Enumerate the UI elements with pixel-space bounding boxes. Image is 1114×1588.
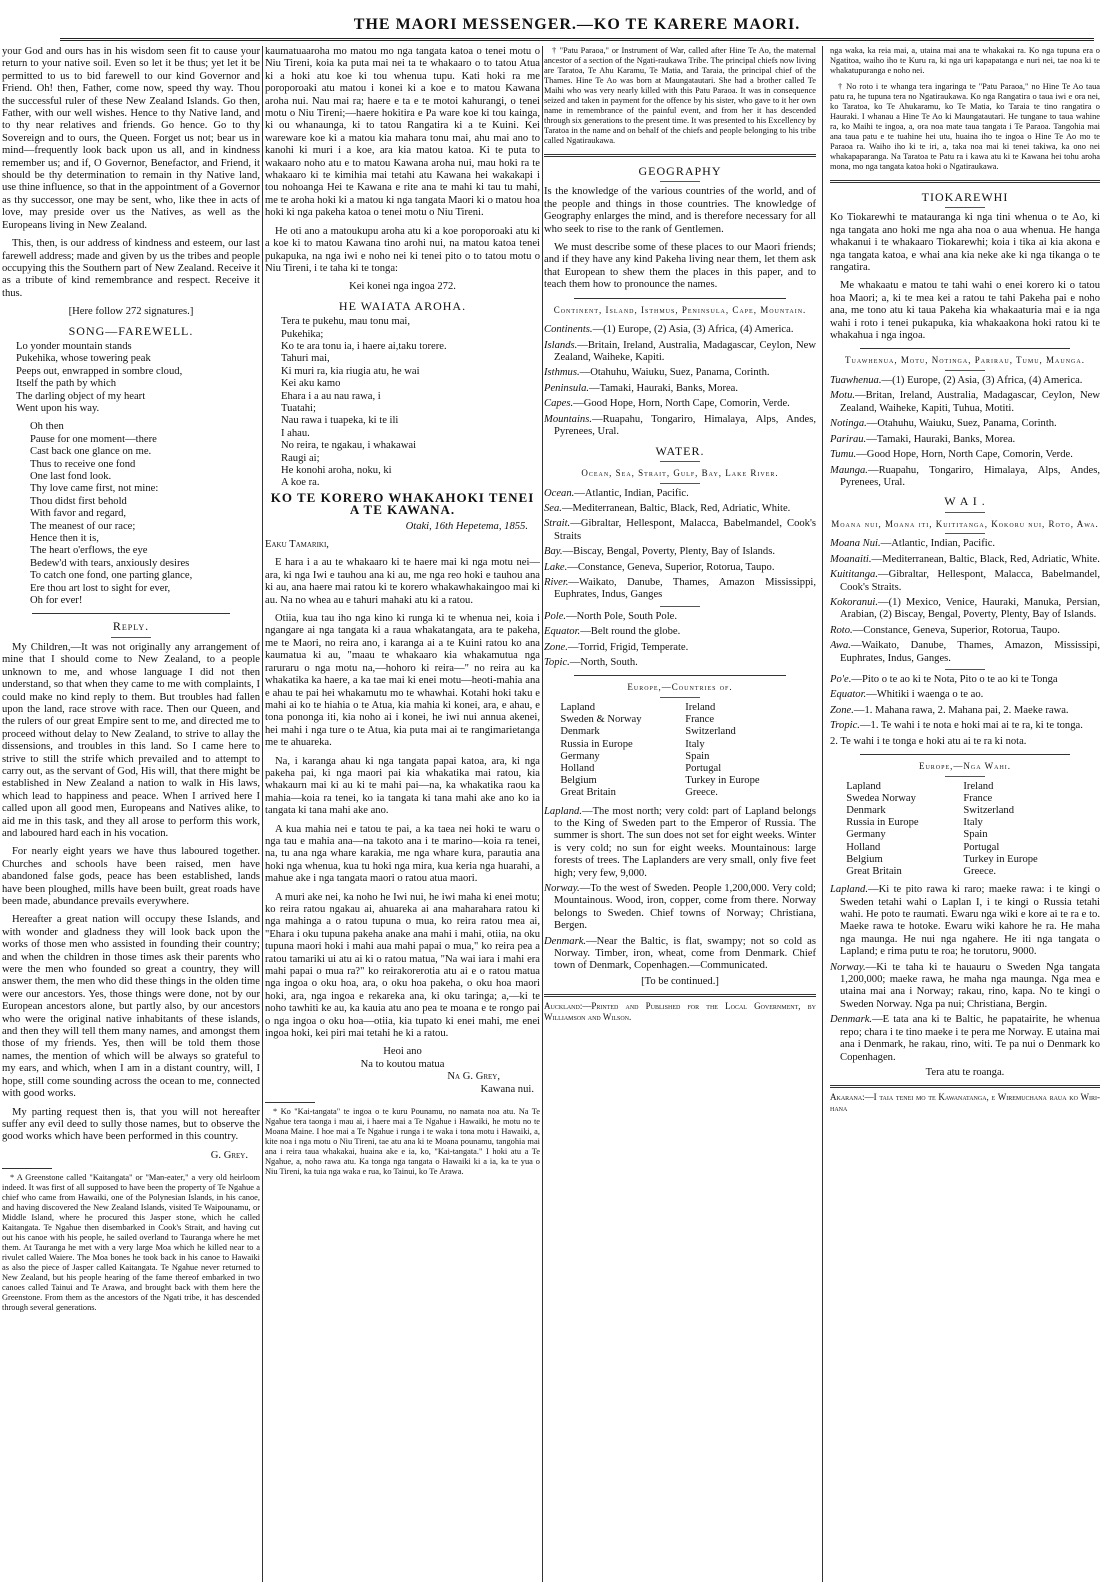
table-row: Lapland Ireland [846,780,994,792]
reply-paragraph: My Children,—It was not originally any arrangement of mine that I should come to New Zealand, to a people unknown to me, and whose language I did not then understand, so that when they came to me with complaints, I could make no kind reply to them. But troubles had fallen upon the land, race strove with race. Then our Queen, and the rulers of our great Empire sent to me, and directed me to proceed without delay to New Zealand, to strive to allay the dissensions, and troubles in this land. So I came here to strive to still the strife which prevailed and to attempt to carry out, as the servant of God, His will, that there might be established in New Zealand a nation to walk in His laws, which lead to happiness and peace. When I arrived here I called upon all good men, Europeans and Natives alike, to aid me in this task, and they all arose to perform this work, and laboured hard each in his vocation. [2,641,260,839]
water-list [544,488,816,602]
footnote: * Ko "Kai-tangata" te ingoa o te kuru Pounamu, no namata noa atu. Na Te Ngahue tera taonga i mau ai, i haere mai a Te Ngahue i Hawaiki, he motu no te Moana Maine. I hoe mai a Te Ngahue i runga i te waka i tona motu i Hawaiki, a, kite noa i nga motu o Niu Tireni, tae atu ana ki te Moana pounamu, tangohia mai ana i reira taua whakakai, huaina ake e ia, ko, "Kai-tangata." I hoki atu a Te Ngahue, a, noho rawa atu. Ka tonga nga tangata o Hawaiki ki a ia, ka te yua o Niu Tireni, ka tuia nga waka e rua, ko Tainui, ko Te Arawa. [265,1107,540,1177]
definition-item: Tumu.—Good Hope, Horn, North Cape, Comorin, Verde. [830,449,1073,461]
divider [945,207,985,208]
definition-item: Moana Nui.—Atlantic, Indian, Pacific. [830,538,996,550]
definition-item: Denmark.—E tata ana ki te Baltic, he papatairite, he whenua repo; chara i te tino maeke i te pera me Norway. E utaina mai ana i Denmark, he rakau, rino, witi. Te pa nui o Denmark ko Copenhagen. [830,1014,1100,1063]
divider [945,512,985,513]
footnote: † No roto i te whanga tera ingaringa te "Patu Paraoa," no Hine Te Ao taua patu ra, he tupuna tera no Ngatiraukawa. Ko nga Rangatira o taua iwi e ora nei, ko Taratoa, ko Te Ahukaramu, ko Te Matia, ko Taraia te tino rangatira o Hauraki. I whanau a Hine Te Ao ki Maungatautari. He tungane to taua wahine ra, ko Maihi te ingoa, a, ora noa mate taua tangata i Te Paraoa. Tangohia mai ana taua patu e te tuahine hei utu, huaina iho te ingoa o Hine Te Ao mo te Paraoa ra. Waiho iho ki te iri, a, taka noa mai ki tenei takiwa, ka ono nei whakapaparanga. Na Taratoa te Patu ra i kawa atu ki te Kawana hei tohu aroha mona, mo nga tangata katoa hoki o Ngatiraukawa. [830,82,1100,171]
signatures-note: [Here follow 272 signatures.] [68,306,194,318]
column-maori-address [265,46,540,1582]
divider [544,154,816,157]
water-heading: Moana nui, Moana iti, Kuititanga, Kokoru nui, Roto, Awa. [831,518,1099,529]
country-descriptions [830,884,1100,1064]
column-english-address [2,46,260,1582]
address-paragraph: your God and ours has in his wisdom seen fit to cause your return to your native soil. Even so let it be thus; yet let it be permitted to us to bid farewell to our kind Governor and Friend. Oh! then, Father, come now, speed thy way. Thou the successful ruler of these New Zealand Islands. Go then, Father, with our well wishes. Hence to thy Native land, and to thy near relatives and friends. Go hence. Go to thy Sovereign and to ours, the Queen. Forget us not; bear us in mind—frequently look back upon us all, and in kindness remember us; and if, O Governor, Benefactor, and Friend, it should be thy determination to remain in thy Native land, use thine influence, so that in the appointment of a Governor as thy successor, one may be sent, who, like thee in acts of love, may preside over us the Natives, as well as the Europeans living in New Zealand. [2,46,260,231]
divider [660,697,700,698]
definition-item: Pole.—North Pole, South Pole. [544,610,678,622]
korero-title: KO TE KORERO WHAKAHOKI TENEI A TE KAWANA. [270,489,535,518]
water-heading: Ocean, Sea, Strait, Gulf, Bay, Lake River. [581,467,779,478]
definition-item: Denmark.—Near the Baltic, is flat, swampy; not so cold as Norway. Timber, iron, wheat, come from Denmark. Chief town of Denmark, Copenhagen.—Communicated. [544,935,816,972]
address-paragraph: This, then, is our address of kindness and esteem, our last farewell address; made and given by us the tribes and people occupying this the Southern part of New Zealand. Receive it as a tribute of kind remembrance and respect. Receive it thus. [2,238,260,299]
divider [660,606,700,607]
closing-line: Heoi ano [383,1046,422,1058]
definition-item: River.—Waikato, Danube, Thames, Amazon Mississippi, Euphrates, Indus, Ganges [544,576,816,601]
definition-item: Bay.—Biscay, Bengal, Poverty, Plenty, Bay of Islands. [544,546,775,558]
newspaper-title: THE MAORI MESSENGER.—KO TE KARERE MAORI. [353,16,801,33]
korero-paragraph: E hara i a au te whakaaro ki te haere mai ki nga motu nei—ara, ki nga Iwi e tauhou ana ki au, me nga reo hoki e tauhou ana ki au, ana haere mai ratou ki te korero whakawhakaingoo mai ki au. Na no whea au e tahuri mahaki atu ki a ratou. [265,557,540,606]
divider [830,180,1100,183]
footnote: † "Patu Paraoa," or Instrument of War, called after Hine Te Ao, the maternal ancestor of a section of the Ngati-raukawa Tribe. The principal chiefs now living are Taratoa, Te Ahu Karamu, Te Matia, and Taraia, the principal chief of the Thames. Hine Te Ao was born at Maungatautari. She had a brother called Te Maihi who was very nearly killed with this Patu Paraoa. It was in consequence seized and taken in payment for the offence by his sister, who gave to it her own name in remembrance of the painful event, and from her it has descended through six generations to the present time. It was presented to his Excellency by Taratoa in the name and on behalf of the chiefs and people belonging to his tribe called Ngatiraukawa. [544,46,816,145]
definition-item: Lapland.—Ki te pito rawa ki raro; maeke rawa: i te kingi o Sweden tetahi wahi o Laplan I, i te kingi o Russia tetahi wahi. He poto te raumati. Ewaru nga wiki e kore ai te ra e to. Maeke rawa te hotoke. Ewaru wiki kahore he ra. He maha nga maunga. He nui nga ngahere. He iti nga tangata o Lapland; e rima putu te roa; he torutoru, 9000. [830,884,1100,958]
definition-item: Maunga.—Ruapahu, Tongariro, Himalaya, Alps, Andes, Pyrenees, Ural. [830,464,1100,488]
definition-item: Zone.—Torrid, Frigid, Temperate. [544,641,689,653]
divider [860,754,1070,755]
definition-item: Norway.—To the west of Sweden. People 1,200,000. Very cold; Mountainous. Wood, iron, copper, come from there. Norway belongs to Sweden. Chief towns of Norway; Christiana, Bergen. [544,883,816,932]
definition-item: Topic.—North, South. [544,656,638,668]
definition-item: Continents.—(1) Europe, (2) Asia, (3) Africa, (4) America. [544,324,794,336]
countries-table [560,702,799,800]
definition-item: Roto.—Constance, Geneva, Superior, Rotorua, Taupo. [830,624,1060,636]
water-title: WATER. [655,443,705,458]
divider [574,298,786,299]
song-verse: Oh then Pause for one moment—there Cast back one glance on me. Thus to receive one fond One last fond look. Thy love came first, not mine: Thou didst first behold With favor and regard, The meanest of our race; Hence then it is, The heart o'erflows, the eye Bedew'd with tears, anxiously desires To catch one fond, one parting glance, Ere thou art lost to sight for ever, Oh for ever! [30,421,193,607]
divider [945,669,985,670]
definition-item: Tuawhenua.—(1) Europe, (2) Asia, (3) Africa, (4) America. [830,375,1083,387]
continued-note: [To be continued.] [641,975,719,987]
definition-item: Tropic.—1. Te wahi i te nota e hoki mai ai te ra, ki te tonga. [830,720,1083,732]
definition-item: Strait.—Gibraltar, Hellespont, Malacca, Babelmandel, Cook's Straits [544,518,816,542]
imprint: Auckland:—Printed and Published for the Local Government, by Williamson and Wilson. [544,1001,816,1022]
land-list [544,324,816,438]
geography-paragraph: Is the knowledge of the various countries of the world, and of the people and things in those countries. The knowledge of Geography enlarges the mind, and is therefore necessary for all who seek to rise to the rank of Gentlemen. [544,186,816,235]
divider [660,181,700,182]
column-rule [822,46,823,1582]
poles-list [830,674,1100,748]
song-verse: Lo yonder mountain stands Pukehika, whose towering peak Peeps out, enwrapped in sombre cloud, Itself the path by which The darling object of my heart Went upon his way. [16,340,183,414]
definition-item: Kokoranui.—(1) Mexico, Venice, Hauraki, Manuka, Persian, Arabian, (2) Biscay, Bengal, Poverty, Plenty, Bay of Islands. [830,596,1100,621]
table-row: Germany Spain [560,750,710,762]
closing-line: Na G. Grey, [447,1071,500,1083]
maori-paragraph: kaumatuaaroha mo matou mo nga tangata katoa o tenei motu o Niu Tireni, koia ka puta mai nei ta te whakaaro o to tatou Atua ki a hoki atu koe ki tou whenua tupu. Kati hoki ra me poroporoaki atu matou i konei ki a koe e to matou Kawana aroha nui. Nau mai ra; haere e ta e te motoi kahurangi, o tenei motu o Niu Tireni;—haere hokitira e Pa ware koe ki tou kainga, ki ou whanaunga, ki to tatou Rangatira ki a te Kuini. Kei wareware koe ki a matou kia mahara tonu mai, ahu mai ano to kanohi ki muri i a koe, ara kia matou katoa. Ki te puta to wakaaro noho atu e to matou Kawana aroha nui, mau hoki ra te whakaaro ki te kimihia mai tetahi atu Kawana hei wakakapi i tou nohoanga Hei te Kawana e rite ana te mahi ki tau tu mahi, me te aroha hoki ki a matou ki nga tangata Maori ki o matou hoa hoki ki nga pakeha katoa o tenei motu o Niu Tireni. [265,46,540,219]
land-heading: Tuawhenua, Motu, Notinga, Parirau, Tumu, Maunga. [845,355,1085,366]
table-row: Great Britain Greece. [846,866,997,878]
waiata-verse: Tera te pukehu, mau tonu mai, Pukehika; Ko te ara tonu ia, i haere ai,taku torere. Tahuri mai, Ki muri ra, kia riugia atu, he wai Kei aku kamo Ehara i a au nau rawa, i Tuatahi; Nau rawa i tuapeka, ki te ili I ahau. No reira, te ngakau, i whakawai Raugi ai; He konohi aroha, noku, ki A koe ra. [281,316,447,489]
masthead-rule [60,38,1094,41]
divider [265,1102,315,1103]
europe-heading: Europe,—Countries of. [627,682,733,693]
korero-paragraph: Otiia, kua tau iho nga kino ki runga ki te whenua nei, koia i ngangare ai nga tangata ki a raua whakatangata, ara te pakeha, me te Maori, no reira ano, i karanga ai a te Kuini ratou ko ana kaumatua ki au, "maau te whakaaro kia whakamutua nga raruraru o nga motu na,—hohoro ki reira—" no reira au ka whakatika ka haere, a ka tae mai ki enei motu—heoti-mahia ana e ahau te pai hei whakamutu mo te whawhai. Kotahi hoki taku e mahi ai ko te hiahia o te Atua, kia mahia ki konei, ara, e ahau, e tona pononga iti, kia noho ai i konei, he iwi nui annua akenei, hei mahi i nga ture o te Atua, kia puta mai ai te rangimarietanga me te ahuareka. [265,613,540,749]
divider [2,1168,52,1169]
table-row: Germany Spain [846,829,988,841]
divider [574,675,786,676]
imprint: Akarana:—I taia tenei mo te Kawanatanga, e Wiremuchana raua ko Wiri-hana [830,1092,1100,1113]
divider [945,370,985,371]
table-row: Denmark Switzerland [560,726,736,738]
column-rule [262,46,263,1582]
definition-item: Isthmus.—Otahuhu, Waiuku, Suez, Panama, Corinth. [544,367,770,379]
divider [111,637,151,638]
wai-title: W A I . [944,494,986,509]
reply-paragraph: Hereafter a great nation will occupy these Islands, and with wonder and gladness they will look back upon the works of those men who assisted in founding their country; and when the children in those times ask their parents who were the men who founded so great a country, they will answer them, the men who did these things in the olden time were our ancestors. Yes, those things were done, not by our European ancestors alone, but partly also, by our ancestors who were the original native inhabitants of these islands, and then they will tell them many names, and amongst them those of my friends. Yes, then will be told them those names, the mention of which will be always so grateful to my ears, and which, when I am in a distant country, will, I hope, still come sounding across the ocean to me, connected with good works. [2,914,260,1100]
definition-item: Capes.—Good Hope, Horn, North Cape, Comorin, Verde. [544,398,790,410]
divider [544,994,816,997]
table-row: Holland Portugal [560,762,722,774]
definition-item: Awa.—Waikato, Danube, Thames, Amazon, Mississipi, Euphrates, Indus, Ganges. [830,640,1100,664]
column-rule [542,46,543,1582]
table-row: Russia in Europe Italy [846,817,983,829]
country-descriptions [544,806,816,973]
table-row: Belgium Turkey in Europe [560,775,760,787]
divider [945,776,985,777]
column-tiokarewhi [830,46,1100,1582]
definition-item: 2. Te wahi i te tonga e hoki atu ai te ra ki nota. [830,735,1027,747]
maori-paragraph: He oti ano a matoukupu aroha atu ki a koe poroporoaki atu ki a koe ki to matou Kawana tino arohi nui, na matou katoa tenei pukapuka, na nga iwi e noho nei ki tenei pito o to tatou motu o Niu Tireni, i te taha ki te tonga: [265,225,540,274]
geography-paragraph: We must describe some of these places to our Maori friends; and if they have any kind Pakeha living near them, let them ask that European to shew them the places in this paper, and to teach them how to pronounce the names. [544,242,816,291]
table-row: Holland Portugal [846,841,1000,853]
signature: G. Grey. [210,1149,248,1161]
tiokarewhi-paragraph: Me whakaatu e matou te tahi wahi o enei korero ki o tatou hoa Maori; a, ki te mea kei a ratou te tahi Pakeha pai e noho ana, me tono atu ki taua Pakeha kia whakaaturia mai e ia nga wahi i roto i tenei pukapuka, kia whakaakona hoki ratou ki te whakahua i nga ingoa. [830,280,1100,342]
korero-paragraph: A kua mahia nei e tatou te pai, a ka taea nei hoki te waru o nga tau e mahia ana—na takoto ana i te marino—koia ra tenei, na, tu ana nga whare karakia, me nga whare kura, parautia ana hoki nga whenua, kua tu hoki nga mira, kua keria nga huarahi, a mahue ake i nga tangata maori o ratou atua maori. [265,823,540,885]
table-row: Great Britain Greece. [560,787,718,799]
geography-title: GEOGRAPHY [638,164,722,178]
footnote: * A Greenstone called "Kaitangata" or "Man-eater," a very old heirloom indeed. It was first of all supposed to have been the property of Te Ngahue a chief who came from Hawaiki, one of the Polynesian Islands, in his canoe, and having discovered the New Zealand Islands, visited Te Waipounamu, or Middle Island, where he procured this Jasper stone, which he called Kaitangata. Te Ngahue then disembarked in Cook's Strait, and having cut out his canoe with his people, he sailed overland to Tauranga where he met them. At Tauranga he met with a very large Moa which he killed near to a rivulet called Waiere. The Moa bones he took back in his canoe to Hawaiki as also the piece of Jasper called Kaitangata. Te Ngahue never returned to New Zealand, but his people hearing of the fame thereof embarked in two canoes called Tainui and Te Arawa, and brought back with them here the Greenstone. From them as the ancestors of the Ngati tribe, it has descended through several generations. [2,1173,260,1313]
countries-table [846,781,1084,879]
korero-paragraph: Na, i karanga ahau ki nga tangata papai katoa, ara, ki nga pakeha pai, ki nga maori pai kia whakatika mai ratou, kia whakaurn mai ki au ki te mahi pai—na, ka whakatika raou ka mahia—koia ra tenei, ko ia tangata ki tana mahi ake ano ko ia tangata ki tana mahi ake ano. [265,755,540,817]
table-row: Sweden & Norway France [560,714,715,726]
table-row: Lapland Ireland [560,701,716,713]
definition-item: Ocean.—Atlantic, Indian, Pacific. [544,487,689,499]
definition-item: Sea.—Mediterranean, Baltic, Black, Red, Adriatic, White. [544,502,791,514]
water-list [830,538,1100,665]
closing-line: Na to koutou matua [360,1058,445,1070]
reply-title: Reply. [112,619,150,634]
poles-list [544,611,816,670]
divider [945,533,985,534]
continued-note: Tera atu te roanga. [925,1066,1005,1078]
definition-item: Mountains.—Ruapahu, Tongariro, Himalaya, Alps, Andes, Pyrenees, Ural. [544,413,816,438]
reply-paragraph: For nearly eight years we have thus laboured together. Churches and schools have been raised, men have abandoned false gods, peace has been established, lands have been ploughed, mills have been built, great roads have been made, abundance prevails everywhere. [2,846,260,907]
definition-item: Po'e.—Pito o te ao ki te Nota, Pito o te ao ki te Tonga [830,673,1058,685]
definition-item: Zone.—1. Mahana rawa, 2. Mahana pai, 2. Maeke rawa. [830,704,1069,716]
definition-item: Islands.—Britain, Ireland, Australia, Madagascar, Ceylon, New Zealand, Waiheke, Kapiti. [544,339,816,364]
definition-item: Moanaiti.—Mediterranean, Baltic, Black, Red, Adriatic, White. [830,553,1100,565]
definition-item: Kuititanga.—Gibraltar, Hellespont, Malacca, Babelmandel, Cook's Straits. [830,569,1100,593]
korero-paragraph: A muri ake nei, ka noho he Iwi nui, he iwi maha ki enei motu; ko reira ratou ngakau ai, ahuareka ai ana maharahara ratou ki nga mahinga a o ratou tupuna o mua, ko reira ratou mea ai, "Ehara i oku tupuna pakeha anake ana mahi i mahi, otiia, na oku tupuna maori hoki i mahi aua mahi papai o mua," ko reira pea a ratou tamariki ui atu ai ki o ratou matua, "Na wai iara i mahi era mahi papai o mua ra?" ko reirakorerotia atu ai e o ratou matua nga ingoa o oku hoa, ara, o oku hoa pakeha, o oku hoa maori hoki, ara, nga ingoa e rekareka ana, ki oku taringa; a,—ki te noho tawhiti ke au, ka kauia atu ano pea te moana e te rongo pai o nga ingoa o oku hoa—otiia, kia tupato ki enei mahi, me enei ingoa hoki, kei piri mai tetahi he ki a ratou. [265,891,540,1040]
song-title: SONG—FAREWELL. [68,323,194,338]
salutation: Eaku Tamariki, [265,539,329,551]
definition-item: Equator.—Whitiki i waenga o te ao. [830,689,984,701]
definition-item: Lapland.—The most north; very cold: part of Lapland belongs to the King of Sweden part to the Emperor of Russia. The summer is short. The sun does not set for eight weeks. Winter is very cold; no sun for eight weeks. Mountainous: large forests of trees. The Laplanders are very small, only five feet high; very few, 9,000. [544,805,816,879]
dateline: Otaki, 16th Hepetema, 1855. [405,520,528,532]
definition-item: Norway.—Ki te taha ki te hauauru o Sweden Nga tangata 1,200,000; maeke rawa, he maha nga maunga. Nga mea e utaina mai ana i Norway; rakau, rino, kapa. No te kingi o Sweden Norway. Nga pa nui; Christiana, Bergin. [830,961,1100,1010]
land-list [830,375,1100,489]
divider [32,613,230,614]
definition-item: Parirau.—Tamaki, Hauraki, Banks, Morea. [830,433,1016,445]
definition-item: Motu.—Britan, Ireland, Australia, Madagascar, Ceylon, New Zealand, Waiheke, Kapiti, Tuhua, Motiti. [830,390,1100,414]
divider [660,461,700,462]
table-row: Belgium Turkey in Europe [846,853,1038,865]
divider [660,319,700,320]
divider [660,483,700,484]
tiokarewhi-title: TIOKAREWHI [921,190,1009,204]
definition-item: Peninsula.—Tamaki, Hauraki, Banks, Morea. [544,382,739,394]
names-note: Kei konei nga ingoa 272. [349,281,456,293]
table-row: Russia in Europe Italy [560,738,705,750]
divider [860,348,1070,349]
reply-paragraph: My parting request then is, that you will not hereafter suffer any evil deed to sully those names, but to observe the good works which have been performed in this country. [2,1106,260,1143]
divider [830,1085,1100,1088]
column-geography [544,46,816,1582]
table-row: Swedea Norway France [846,792,993,804]
closing-line: Kawana nui. [480,1083,534,1095]
europe-heading: Europe,—Nga Wahi. [918,761,1012,771]
definition-item: Equator.—Belt round the globe. [544,626,681,638]
definition-item: Notinga.—Otahuhu, Waiuku, Suez, Panama, Corinth. [830,418,1057,430]
land-heading: Continent, Island, Isthmus, Peninsula, Cape, Mountain. [553,304,807,315]
definition-item: Lake.—Constance, Geneva, Superior, Rotorua, Taupo. [544,561,775,573]
table-row: Denmark Switzerland [846,805,1015,816]
footnote: nga waka, ka reia mai, a, utaina mai ana te whakakai ra. Ko nga tupuna era o Ngatitoa, waiho iho te Kuru ra, ki nga uri kapapatanga e nuri nei, tae noa ki te whakatupuranga e noho nei. [830,46,1100,75]
waiata-title: HE WAIATA AROHA. [338,298,467,313]
masthead [60,0,1094,40]
tiokarewhi-paragraph: Ko Tiokarewhi te matauranga ki nga tini whenua o te Ao, ki nga tangata ano hoki me nga aha noa o aua whenua. He hanga whakanui i te whakaaro Tiokarewhi; koia i tika ai kia akona e nga tangata katoa, e whai ana kia neke ake ki nga tikanga o te rangatira. [830,212,1100,274]
